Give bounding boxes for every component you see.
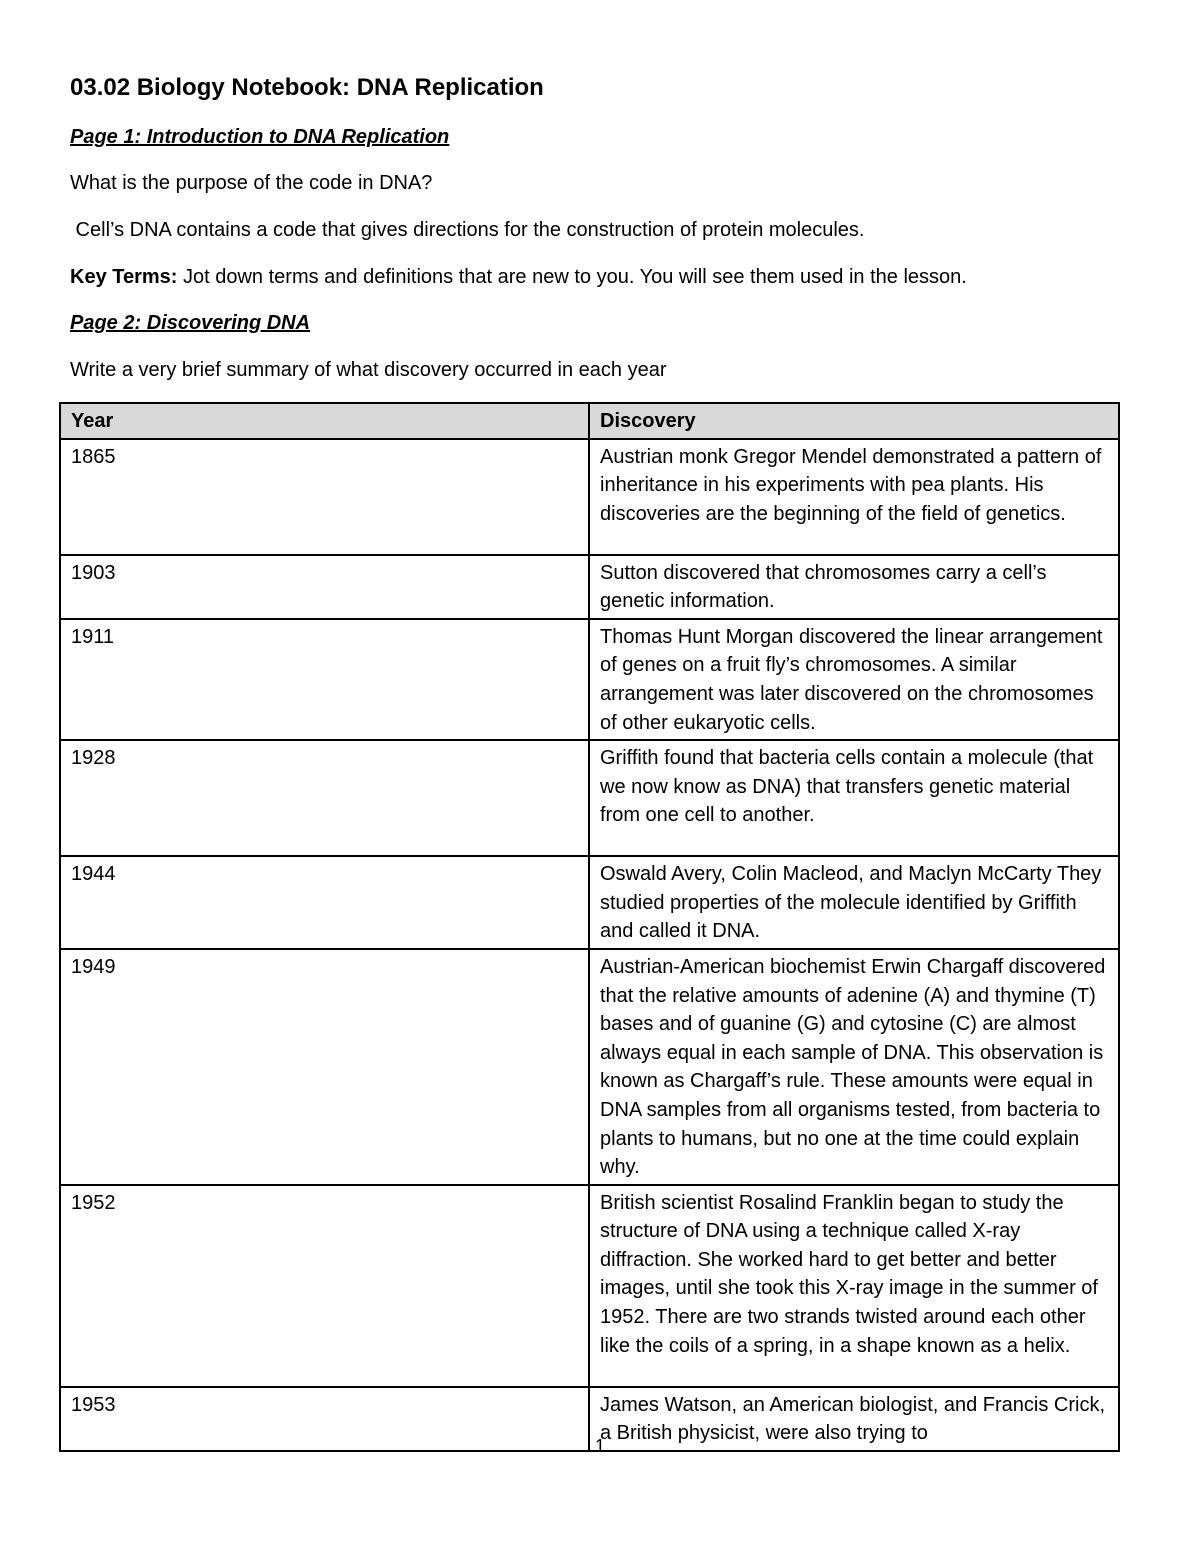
discovery-cell: Austrian-American biochemist Erwin Chargaff discovered that the relative amounts of adenine (A) and thymine (T) bases and of guanine (G) and cytosine (C) are almost always equal in each sample of DNA. This observation is known as Chargaff’s rule. These amounts were equal in DNA samples from all organisms tested, from bacteria to plants to humans, but no one at the time could explain why.	[589, 949, 1119, 1185]
year-cell: 1911	[60, 619, 589, 740]
discovery-cell: Sutton discovered that chromosomes carry a cell’s genetic information.	[589, 555, 1119, 619]
year-cell: 1903	[60, 555, 589, 619]
discovery-cell: Thomas Hunt Morgan discovered the linear arrangement of genes on a fruit fly’s chromosomes. A similar arrangement was later discovered on the chromosomes of other eukaryotic cells.	[589, 619, 1119, 740]
table-instruction: Write a very brief summary of what discovery occurred in each year	[70, 359, 667, 381]
purpose-answer: Cell’s DNA contains a code that gives directions for the construction of protein molecules.	[70, 219, 865, 241]
year-cell: 1865	[60, 439, 589, 555]
discovery-cell: Oswald Avery, Colin Macleod, and Maclyn McCarty They studied properties of the molecule identified by Griffith and called it DNA.	[589, 856, 1119, 949]
year-cell: 1944	[60, 856, 589, 949]
table-row	[60, 949, 1119, 1185]
year-cell: 1949	[60, 949, 589, 1185]
year-column-header: Year	[60, 403, 589, 439]
year-cell: 1952	[60, 1185, 589, 1387]
table-row	[60, 619, 1119, 740]
discovery-cell: James Watson, an American biologist, and Francis Crick, a British physicist, were also trying to	[589, 1387, 1119, 1451]
key-terms-text: Jot down terms and definitions that are new to you. You will see them used in the lesson.	[177, 266, 967, 288]
key-terms-label: Key Terms:	[70, 266, 178, 288]
discovery-cell: Austrian monk Gregor Mendel demonstrated a pattern of inheritance in his experiments with pea plants. His discoveries are the beginning of the field of genetics.	[589, 439, 1119, 555]
discovery-cell: Griffith found that bacteria cells contain a molecule (that we now know as DNA) that transfers genetic material from one cell to another.	[589, 740, 1119, 856]
discovery-cell: British scientist Rosalind Franklin began to study the structure of DNA using a technique called X-ray diffraction. She worked hard to get better and better images, until she took this X-ray image in the summer of 1952. There are two strands twisted around each other like the coils of a spring, in a shape known as a helix.	[589, 1185, 1119, 1387]
table-row	[60, 1185, 1119, 1387]
document-title: 03.02 Biology Notebook: DNA Replication	[70, 74, 544, 101]
table-header-row	[60, 403, 1119, 439]
page-number: 1	[594, 1436, 605, 1456]
year-cell: 1928	[60, 740, 589, 856]
discovery-timeline-table	[59, 402, 1120, 1452]
year-cell: 1953	[60, 1387, 589, 1451]
section-heading-page2: Page 2: Discovering DNA	[70, 312, 311, 334]
table-row	[60, 856, 1119, 949]
discovery-column-header: Discovery	[589, 403, 1119, 439]
section-heading-page1: Page 1: Introduction to DNA Replication	[70, 126, 450, 148]
purpose-question: What is the purpose of the code in DNA?	[70, 172, 433, 194]
table-row	[60, 439, 1119, 555]
table-row	[60, 555, 1119, 619]
key-terms-line	[70, 266, 967, 289]
table-row	[60, 740, 1119, 856]
